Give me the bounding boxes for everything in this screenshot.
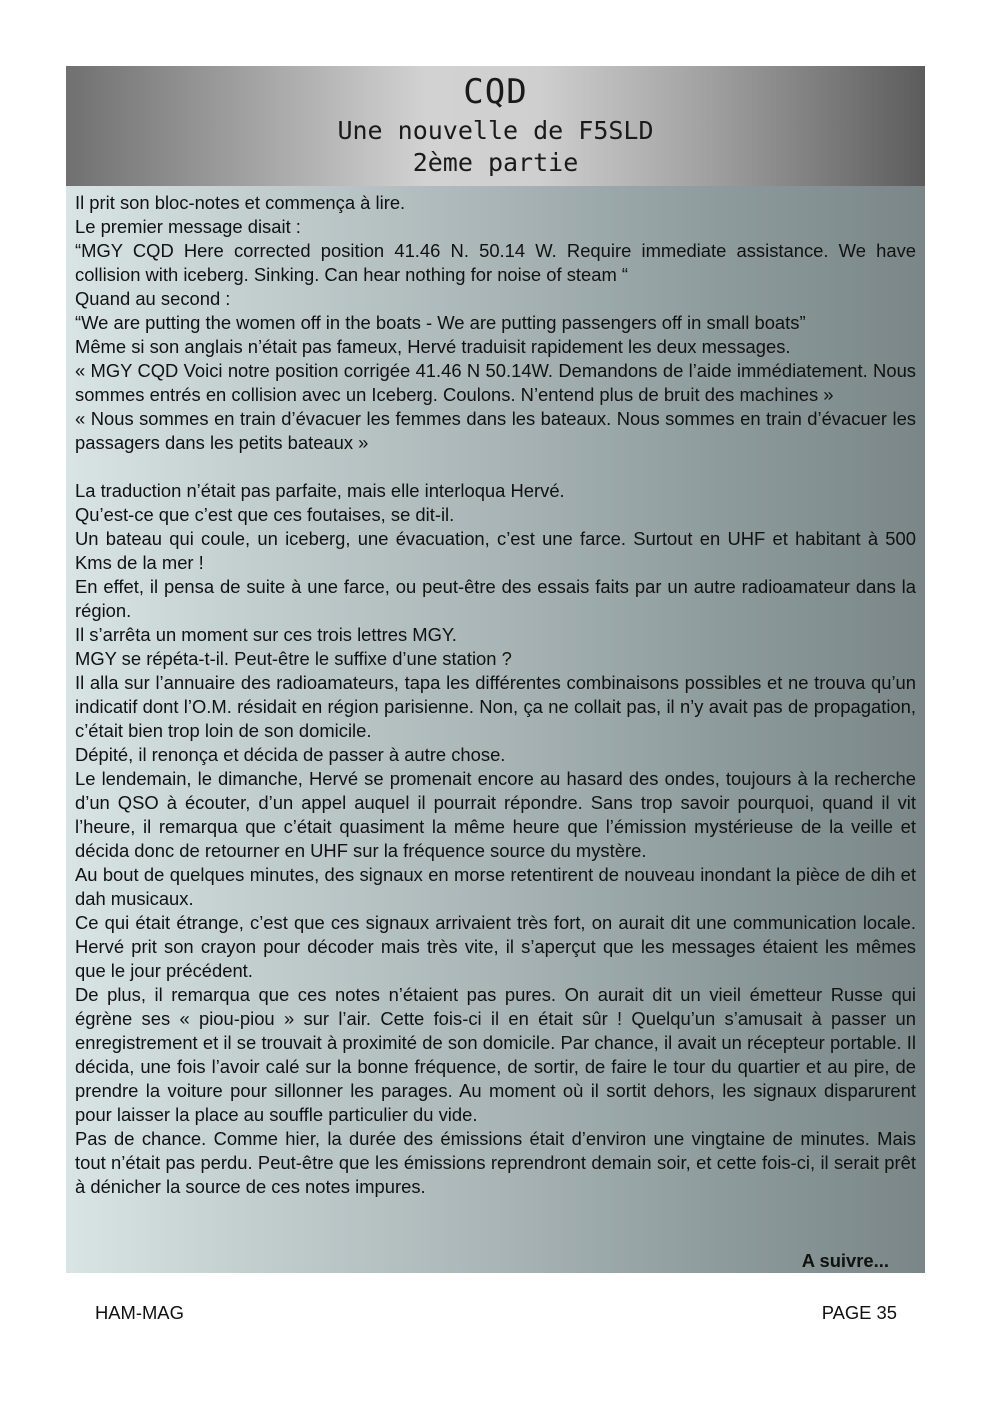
paragraph: Au bout de quelques minutes, des signaux en morse retentirent de nouveau inondant la pièce de dih et dah musicaux. <box>75 864 916 909</box>
paragraph: MGY se répéta-t-il. Peut-être le suffixe d’une station ? <box>75 648 512 669</box>
article-text <box>75 191 916 1199</box>
paragraph: De plus, il remarqua que ces notes n’étaient pas pures. On aurait dit un vieil émetteur Russe qui égrène ses « piou-piou » sur l’air. Cette fois-ci il en était sûr ! Quelqu’un s’amusait à passer un enregistrement et il se trouvait à proximité de son domicile. Par chance, il avait un récepteur portable. Il décida, une fois l’avoir calé sur la bonne fréquence, de sortir, de faire le tour du quartier et au pire, de prendre la voiture pour sillonner les parages. Au moment où il sortit dehors, les signaux disparurent pour laisser la place au souffle particulier du vide. <box>75 984 916 1125</box>
paragraph: Il alla sur l’annuaire des radioamateurs, tapa les différentes combinaisons possibles et ne trouva qu’un indicatif dont l’O.M. résidait en région parisienne. Non, ça ne collait pas, il n’y avait pas de propagation, c’était bien trop loin de son domicile. <box>75 672 916 741</box>
footer-magazine-name: HAM-MAG <box>95 1302 184 1323</box>
paragraph: Il prit son bloc-notes et commença à lire. <box>75 192 406 213</box>
paragraph: Qu’est-ce que c’est que ces foutaises, se dit-il. <box>75 504 455 525</box>
paragraph: Le lendemain, le dimanche, Hervé se promenait encore au hasard des ondes, toujours à la recherche d’un QSO à écouter, d’un appel auquel il pourrait répondre. Sans trop savoir pourquoi, quand il vit l’heure, il remarqua que c’était quasiment la même heure que l’émission mystérieuse de la veille et décida donc de retourner en UHF sur la fréquence source du mystère. <box>75 768 916 861</box>
paragraph: En effet, il pensa de suite à une farce, ou peut-être des essais faits par un autre radioamateur dans la région. <box>75 576 916 621</box>
paragraph: “MGY CQD Here corrected position 41.46 N. 50.14 W. Require immediate assistance. We have collision with iceberg. Sinking. Can hear nothing for noise of steam “ <box>75 240 916 285</box>
paragraph: “We are putting the women off in the boats - We are putting passengers off in small boats” <box>75 312 806 333</box>
article-part: 2ème partie <box>412 148 579 177</box>
paragraph-spacer <box>75 455 916 479</box>
paragraph: Dépité, il renonça et décida de passer à autre chose. <box>75 744 506 765</box>
footer-page-number: PAGE 35 <box>821 1302 897 1323</box>
paragraph: Quand au second : <box>75 288 231 309</box>
paragraph: Un bateau qui coule, un iceberg, une évacuation, c’est une farce. Surtout en UHF et habitant à 500 Kms de la mer ! <box>75 528 916 573</box>
paragraph: Le premier message disait : <box>75 216 301 237</box>
paragraph: « Nous sommes en train d’évacuer les femmes dans les bateaux. Nous sommes en train d’évacuer les passagers dans les petits bateaux » <box>75 408 916 453</box>
paragraph: « MGY CQD Voici notre position corrigée 41.46 N 50.14W. Demandons de l’aide immédiatement. Nous sommes entrés en collision avec un Iceberg. Coulons. N’entend plus de bruit des machines » <box>75 360 916 405</box>
paragraph: Pas de chance. Comme hier, la durée des émissions était d’environ une vingtaine de minutes. Mais tout n’était pas perdu. Peut-être que les émissions reprendront demain soir, et cette fois-ci, il serait prêt à dénicher la source de ces notes impures. <box>75 1128 916 1197</box>
article-subtitle: Une nouvelle de F5SLD <box>337 116 654 145</box>
article-body <box>66 186 925 1273</box>
to-be-continued: A suivre... <box>801 1250 889 1271</box>
paragraph: Même si son anglais n’était pas fameux, Hervé traduisit rapidement les deux messages. <box>75 336 791 357</box>
article-title: CQD <box>463 72 528 112</box>
article-header <box>66 66 925 186</box>
paragraph: Ce qui était étrange, c’est que ces signaux arrivaient très fort, on aurait dit une communication locale. Hervé prit son crayon pour décoder mais très vite, il s’aperçut que les messages étaient les mêmes que le jour précédent. <box>75 912 916 981</box>
paragraph: Il s’arrêta un moment sur ces trois lettres MGY. <box>75 624 457 645</box>
paragraph: La traduction n’était pas parfaite, mais elle interloqua Hervé. <box>75 480 565 501</box>
